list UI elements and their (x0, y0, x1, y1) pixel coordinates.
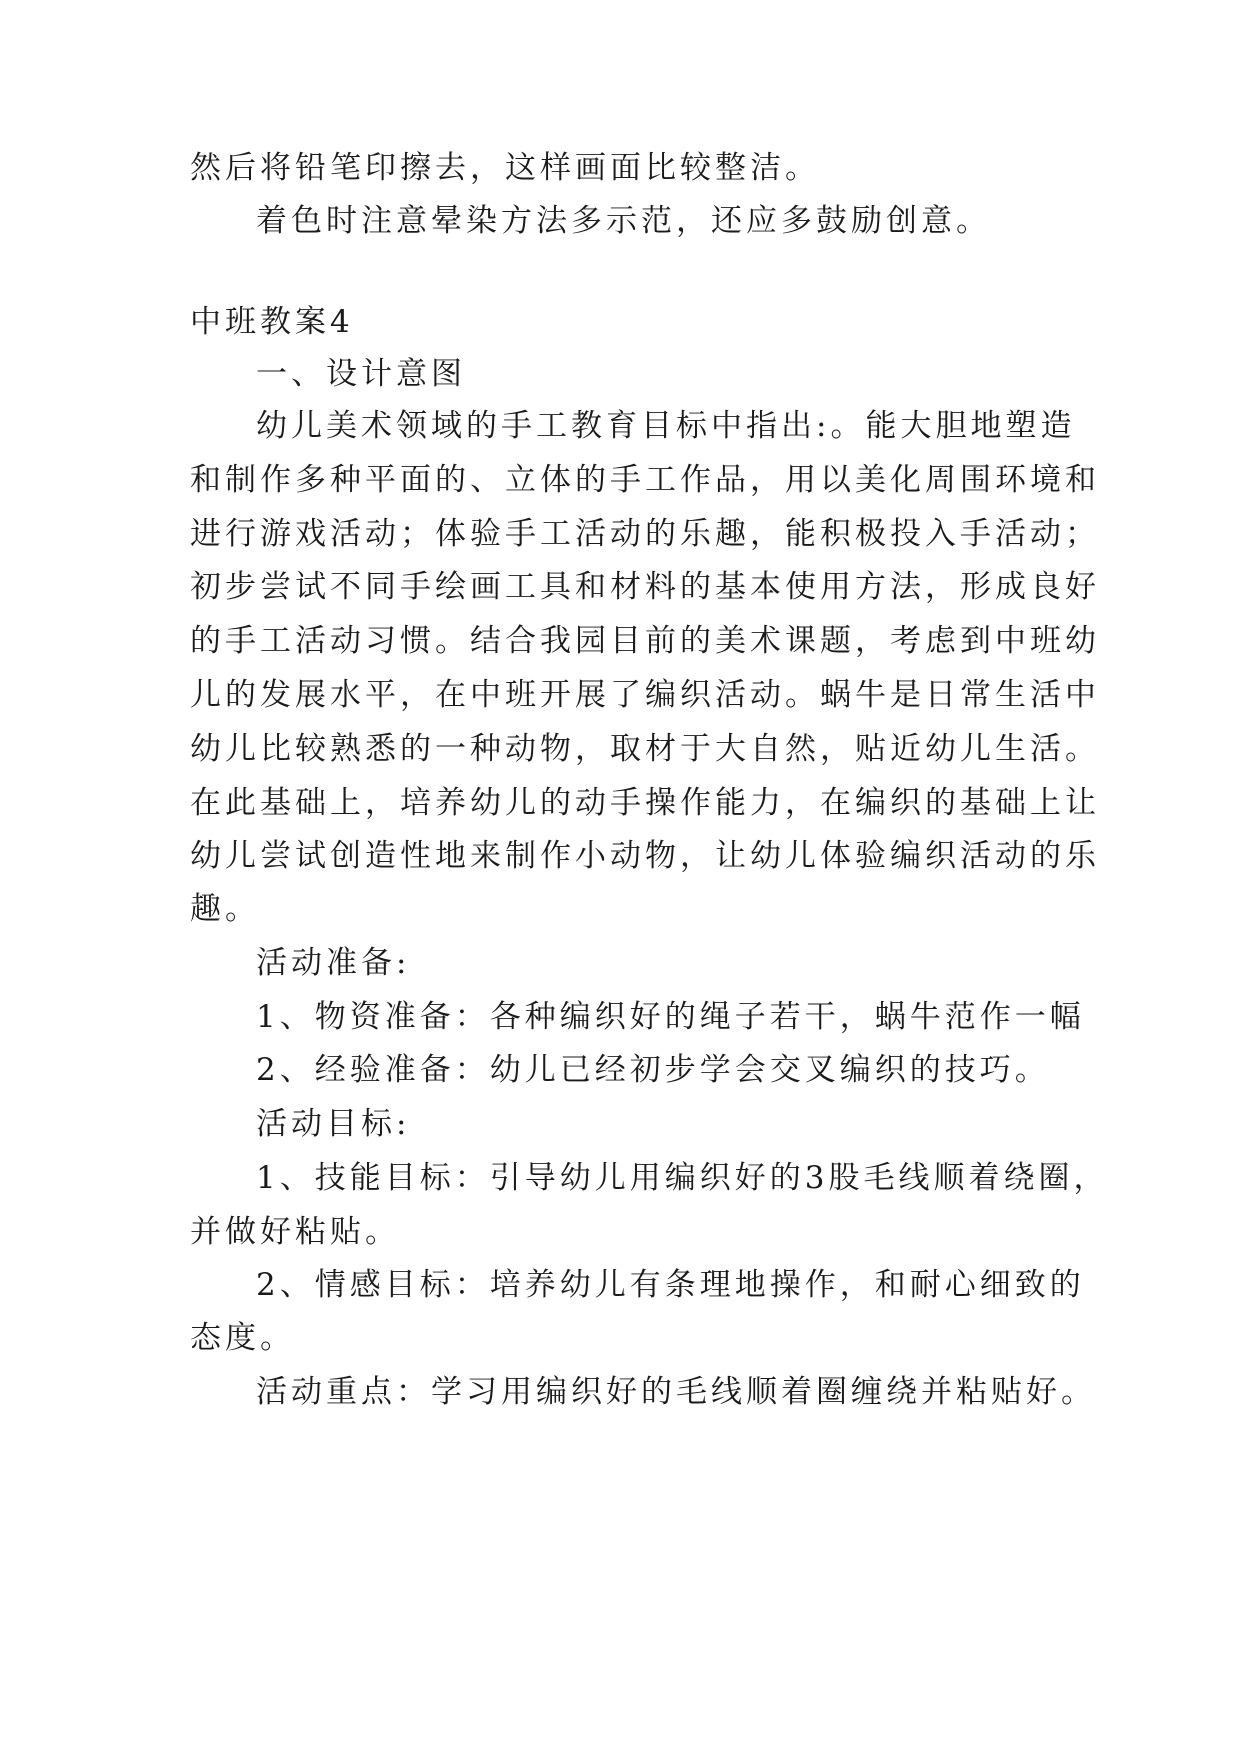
goals-heading: 活动目标: (256, 1106, 411, 1142)
design-paragraph-line: 趣。 (190, 891, 260, 927)
design-paragraph-line: 儿的发展水平，在中班开展了编织活动。蜗牛是日常生活中 (190, 677, 1100, 713)
design-paragraph-line: 的手工活动习惯。结合我园目前的美术课题，考虑到中班幼 (190, 623, 1100, 659)
prep-item: 2、经验准备：幼儿已经初步学会交叉编织的技巧。 (256, 1052, 1050, 1088)
key-point: 活动重点：学习用编织好的毛线顺着圈缠绕并粘贴好。 (256, 1374, 1096, 1410)
goal-2-line-1: 2、情感目标：培养幼儿有条理地操作，和耐心细致的 (256, 1267, 1085, 1303)
goal-1-line-2: 并做好粘贴。 (190, 1214, 400, 1250)
design-paragraph-line: 和制作多种平面的、立体的手工作品，用以美化周围环境和 (190, 462, 1100, 498)
continuation-line-2: 着色时注意晕染方法多示范，还应多鼓励创意。 (256, 203, 991, 239)
design-heading: 一、设计意图 (256, 356, 466, 392)
prep-item: 1、物资准备：各种编织好的绳子若干，蜗牛范作一幅 (256, 999, 1085, 1035)
goal-2-line-2: 态度。 (190, 1320, 295, 1356)
design-paragraph-line: 幼儿比较熟悉的一种动物，取材于大自然，贴近幼儿生活。 (190, 731, 1100, 767)
design-paragraph-line: 在此基础上，培养幼儿的动手操作能力，在编织的基础上让 (190, 785, 1100, 821)
design-paragraph-line: 初步尝试不同手绘画工具和材料的基本使用方法，形成良好 (190, 569, 1100, 605)
design-paragraph-line: 进行游戏活动；体验手工活动的乐趣，能积极投入手活动； (190, 516, 1100, 552)
design-paragraph-line: 幼儿美术领域的手工教育目标中指出:。能大胆地塑造 (256, 408, 1076, 444)
goal-1-line-1: 1、技能目标：引导幼儿用编织好的3股毛线顺着绕圈， (256, 1160, 1109, 1196)
continuation-line-1: 然后将铅笔印擦去，这样画面比较整洁。 (190, 150, 820, 186)
design-paragraph-line: 幼儿尝试创造性地来制作小动物，让幼儿体验编织活动的乐 (190, 838, 1100, 874)
section-title: 中班教案4 (190, 304, 354, 340)
prep-heading: 活动准备: (256, 945, 411, 981)
